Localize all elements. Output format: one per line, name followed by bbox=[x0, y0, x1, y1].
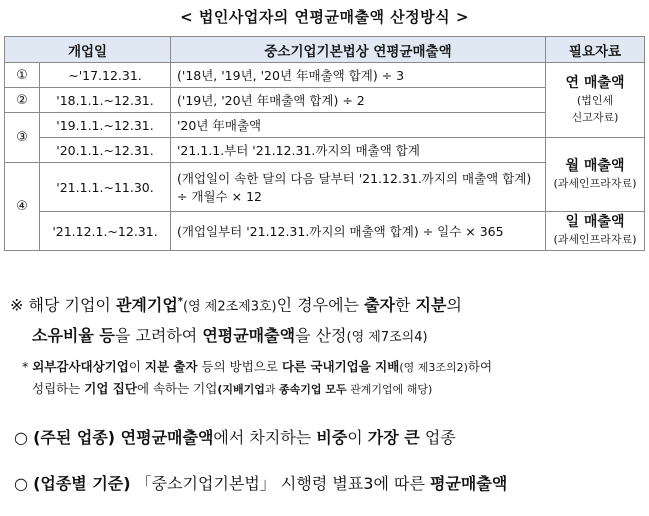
doc-annual-sales bbox=[546, 63, 645, 138]
doc-sub: (과세인프라자료) bbox=[553, 233, 637, 246]
bullet-industry-criteria: ○ (업종별 기준) 「중소기업기본법」 시행령 별표3에 따른 평균매출액 bbox=[14, 474, 508, 493]
row-period: '18.1.1.~12.31. bbox=[40, 88, 171, 113]
row-period: '21.1.1.~11.30. bbox=[40, 163, 171, 212]
doc-sub: 신고자료) bbox=[571, 110, 619, 124]
row-sales-formula: '20년 年매출액 bbox=[171, 113, 546, 138]
page-title: < 법인사업자의 연평균매출액 산정방식 > bbox=[180, 8, 469, 26]
note-related-company: ※ 해당 기업이 관계기업*(영 제2조제3호)인 경우에는 출자한 지분의 소유비율 등을 고려하여 연평균매출액을 산정(영 제7조의4) bbox=[10, 295, 462, 346]
row-period: ~'17.12.31. bbox=[40, 63, 171, 88]
row-number: ③ bbox=[5, 113, 40, 163]
header-average-sales: 중소기업기본법상 연평균매출액 bbox=[171, 37, 546, 63]
circle-bullet-icon: ○ bbox=[14, 428, 28, 447]
row-period: '19.1.1.~12.31. bbox=[40, 113, 171, 138]
doc-sub: (법인세 bbox=[576, 93, 614, 107]
note-related-company-definition: * 외부감사대상기업이 지분 출자 등의 방법으로 다른 국내기업을 지배(영 제3조의2)하여 성립하는 기업 집단에 속하는 기업(지배기업과 종속기업 모두 관계기업에 해당) bbox=[22, 359, 493, 396]
row-sales-formula: (개업일이 속한 달의 다음 달부터 '21.12.31.까지의 매출액 합계) ÷ 개월수 × 12 bbox=[171, 163, 546, 212]
table-row bbox=[5, 63, 645, 88]
table-row bbox=[5, 212, 645, 251]
row-sales-formula: (개업일부터 '21.12.31.까지의 매출액 합계) ÷ 일수 × 365 bbox=[171, 212, 546, 251]
row-period: '21.12.1.~12.31. bbox=[40, 212, 171, 251]
row-number: ④ bbox=[5, 163, 40, 251]
sales-calculation-table bbox=[4, 36, 645, 251]
doc-sub: (과세인프라자료) bbox=[553, 176, 637, 190]
row-sales-formula: ('19년, '20년 年매출액 합계) ÷ 2 bbox=[171, 88, 546, 113]
row-sales-formula: '21.1.1.부터 '21.12.31.까지의 매출액 합계 bbox=[171, 138, 546, 163]
header-required-docs: 필요자료 bbox=[546, 37, 645, 63]
row-number: ② bbox=[5, 88, 40, 113]
doc-monthly-sales bbox=[546, 138, 645, 212]
table-row bbox=[5, 138, 645, 163]
table-header-row bbox=[5, 37, 645, 63]
bullet-main-industry: ○ (주된 업종) 연평균매출액에서 차지하는 비중이 가장 큰 업종 bbox=[14, 428, 456, 447]
row-number: ① bbox=[5, 63, 40, 88]
doc-title: 월 매출액 bbox=[565, 157, 625, 174]
circle-bullet-icon: ○ bbox=[14, 474, 28, 493]
header-start-date: 개업일 bbox=[5, 37, 171, 63]
row-period: '20.1.1.~12.31. bbox=[40, 138, 171, 163]
doc-title: 일 매출액 bbox=[565, 214, 625, 230]
doc-daily-sales bbox=[546, 212, 645, 251]
row-sales-formula: ('18년, '19년, '20년 年매출액 합계) ÷ 3 bbox=[171, 63, 546, 88]
doc-title: 연 매출액 bbox=[565, 74, 625, 91]
